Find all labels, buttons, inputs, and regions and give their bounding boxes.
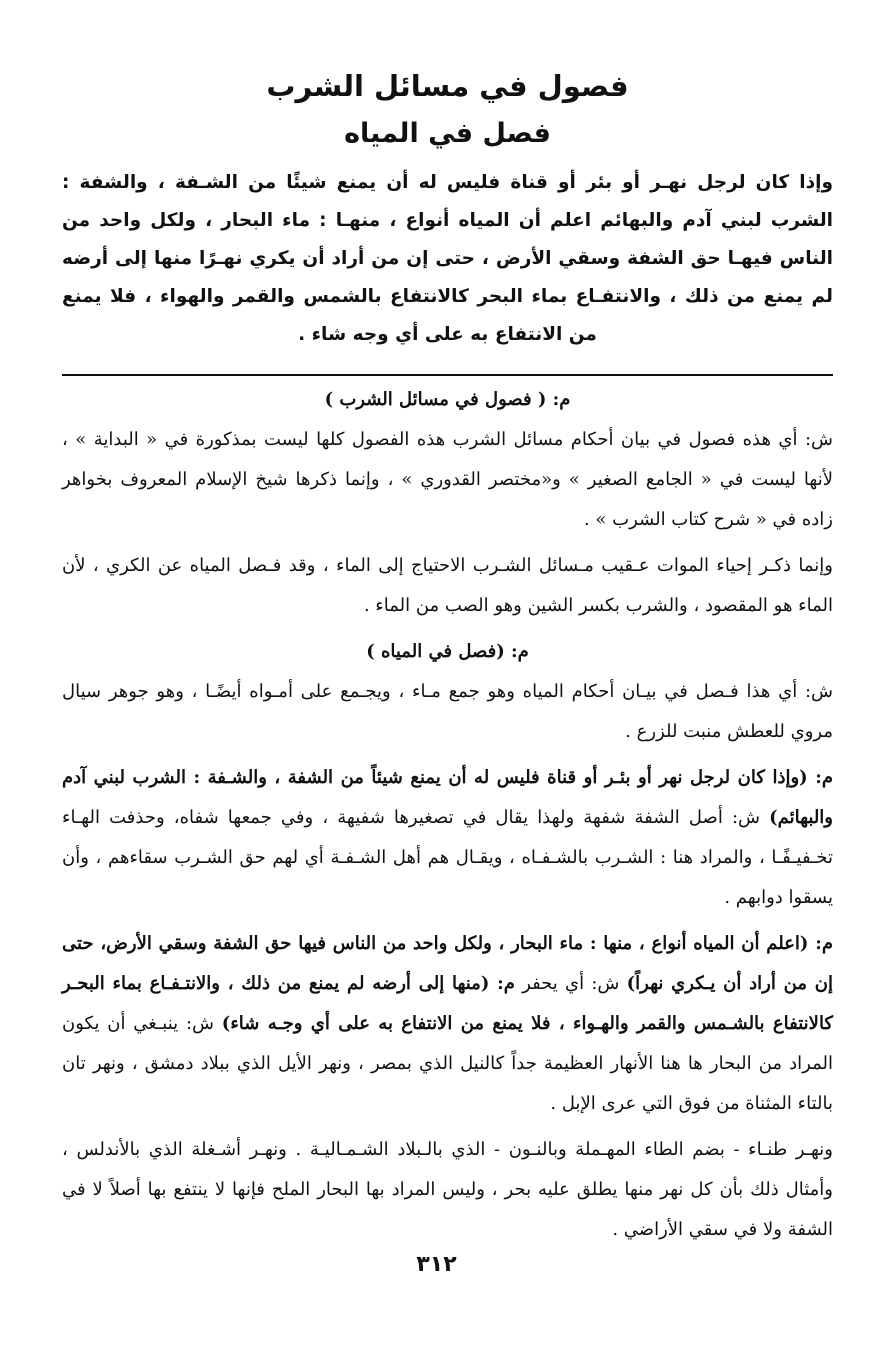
matn-heading-2: م: (فصل في المياه ) — [366, 641, 529, 662]
commentary-section — [62, 380, 833, 1250]
sharh-text: ش: أصل الشفة شفهة ولهذا يقال في تصغيرها شفيهة ، وفي جمعها شفاه، وحذفت الهـاء تخـفيـفًـا ، والمراد هنا : الشـرب بالشـفـاه ، ويقـال هم أهل الشـفـة أي لهم حق الشـرب سقاءهم ، وأن يسقوا دوابهم . — [62, 807, 833, 908]
section-title: فصل في المياه — [344, 118, 551, 149]
matn-heading-1: م: ( فصول في مسائل الشرب ) — [324, 389, 571, 410]
divider-line — [62, 374, 833, 376]
commentary-paragraph-3: ش: أي هذا فـصل في بيـان أحكام المياه وهو جمع مـاء ، ويجـمع على أمـواه أيضًـا ، وهو جوهر سيال مروي للعطش منبت للزرع . — [62, 681, 833, 742]
book-page — [62, 62, 833, 1371]
commentary-paragraph-4 — [62, 758, 833, 918]
matn-quote: م: (وإذا كان لرجل نهر أو بئـر أو قناة فليس له أن يمنع شيئاً من الشفة ، والشـفة : الشرب لبني آدم والبهائم) — [62, 767, 833, 828]
commentary-paragraph-5 — [62, 924, 833, 1124]
commentary-paragraph-2: وإنما ذكـر إحياء الموات عـقيب مـسائل الشـرب الاحتياج إلى الماء ، وقد فـصل المياه عن الكري ، لأن الماء هو المقصود ، والشرب بكسر الشين وهو الصب من الماء . — [62, 555, 833, 616]
matn-quote: م: (اعلم أن المياه أنواع ، منها : ماء البحار ، ولكل واحد من الناس فيها حق الشفة وسقي الأرض، حتى إن من أراد أن يـكري نهراً) — [62, 933, 833, 994]
matn-quote: م: (منها إلى أرضه لم يمنع من ذلك ، والانتـفـاع بماء البحـر كالانتفاع بالشـمس والقمر والهـواء ، فلا يمنع من الانتفاع به على أي وجـه شاء) — [62, 973, 833, 1034]
main-text: وإذا كان لرجل نهـر أو بئر أو قناة فليس له أن يمنع شيئًا من الشـفة ، والشفة : الشرب لبني آدم والبهائم اعلم أن المياه أنواع ، منهـا : ماء البحار ، ولكل واحد من الناس فيهـا حق الشفة وسقي الأرض ، حتى إن من أراد أن يكري نهـرًا منها إلى أرضه لم يمنع من ذلك ، والانتفـاع بماء البحر كالانتفاع بالشمس والقمر والهواء ، فلا يمنع من الانتفاع به على أي وجه شاء . — [62, 172, 833, 345]
commentary-paragraph-6: ونهـر طنـاء - بضم الطاء المهـملة وبالنـون - الذي بالـبلاد الشـمـاليـة . ونهـر أشـغلة الذي بالأندلس ، وأمثال ذلك بأن كل نهر منها يطلق عليه بحر ، وليس المراد بها البحار الملح فإنها لا ينتفع بها أصلاً لا في الشفة ولا في سقي الأراضي . — [62, 1139, 833, 1240]
commentary-paragraph-1: ش: أي هذه فصول في بيان أحكام مسائل الشرب هذه الفصول كلها ليست بمذكورة في « البداية » ، لأنها ليست في « الجامع الصغير » و«مختصر القدوري » ، وإنما ذكرها شيخ الإسلام المعروف بخواهر زاده في « شرح كتاب الشرب » . — [62, 429, 833, 530]
chapter-title: فصول في مسائل الشرب — [266, 69, 629, 103]
page-number: ٣١٢ — [416, 1252, 457, 1277]
sharh-text: ش: أي يحفر — [514, 973, 627, 994]
sharh-text: ش: ينبـغي أن يكون المراد من البحار ها هنا الأنهار العظيمة جداً كالنيل الذي بمصر ، ونهر الأيل الذي ببلاد دمشق ، ونهر تان بالتاء المثناة من فوق التي عرى الإبل . — [62, 1013, 833, 1114]
